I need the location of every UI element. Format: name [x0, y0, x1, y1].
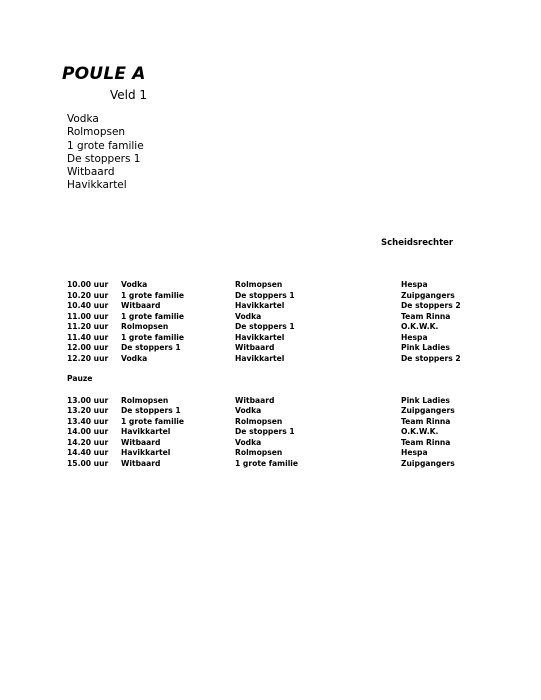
home-team: 1 grote familie [121, 311, 185, 321]
away-team: De stoppers 1 [235, 322, 295, 331]
away-team: Havikkartel [235, 353, 285, 363]
match-time: 15.00 uur [67, 458, 109, 468]
schedule-row [67, 291, 467, 302]
referee: De stoppers 2 [401, 301, 461, 310]
referee: Team Rinna [401, 437, 451, 447]
referee: O.K.W.K. [401, 322, 439, 331]
away-team: Vodka [235, 406, 262, 415]
away-team: Vodka [235, 311, 262, 321]
home-team: 1 grote familie [121, 416, 185, 426]
schedule-row [67, 280, 467, 291]
schedule-row [67, 438, 467, 449]
referee-column-header: Scheidsrechter [381, 238, 454, 248]
home-team: Witbaard [121, 458, 161, 468]
page-title: POULE A [62, 64, 146, 84]
home-team: Witbaard [121, 301, 161, 310]
match-time: 10.40 uur [67, 301, 109, 310]
schedule-row [67, 406, 467, 417]
away-team: Rolmopsen [235, 280, 283, 289]
team-item: De stoppers 1 [67, 152, 141, 165]
schedule-row [67, 427, 467, 438]
home-team: 1 grote familie [121, 290, 185, 300]
match-time: 14.00 uur [67, 427, 109, 436]
match-time: 14.20 uur [67, 437, 109, 447]
match-time: 12.20 uur [67, 353, 109, 363]
schedule-row [67, 448, 467, 459]
referee: O.K.W.K. [401, 427, 439, 436]
match-time: 11.20 uur [67, 322, 109, 331]
referee: Zuipgangers [401, 458, 455, 468]
home-team: Havikkartel [121, 448, 171, 457]
field-subtitle: Veld 1 [110, 88, 148, 102]
home-team: Rolmopsen [121, 395, 169, 405]
team-item: Witbaard [67, 166, 115, 179]
schedule-row [67, 322, 467, 333]
pause-label: Pauze [67, 374, 93, 383]
away-team: De stoppers 1 [235, 427, 295, 436]
away-team: 1 grote familie [235, 458, 299, 468]
home-team: De stoppers 1 [121, 406, 181, 415]
schedule-row [67, 333, 467, 344]
match-schedule [67, 280, 467, 469]
home-team: 1 grote familie [121, 332, 185, 342]
referee: Hespa [401, 280, 428, 289]
match-time: 12.00 uur [67, 343, 109, 352]
away-team: Rolmopsen [235, 448, 283, 457]
team-list [67, 113, 144, 193]
team-item: 1 grote familie [67, 139, 144, 152]
schedule-row [67, 354, 467, 365]
schedule-row [67, 312, 467, 323]
referee: Zuipgangers [401, 406, 455, 415]
match-time: 10.20 uur [67, 290, 109, 300]
away-team: Witbaard [235, 343, 275, 352]
match-time: 14.40 uur [67, 448, 109, 457]
team-item: Vodka [67, 113, 99, 125]
home-team: Havikkartel [121, 427, 171, 436]
home-team: De stoppers 1 [121, 343, 181, 352]
schedule-row [67, 343, 467, 354]
referee: Hespa [401, 448, 428, 457]
schedule-row [67, 459, 467, 470]
referee: Hespa [401, 332, 428, 342]
match-time: 13.40 uur [67, 416, 109, 426]
match-time: 11.00 uur [67, 311, 109, 321]
team-item: Havikkartel [67, 179, 127, 192]
schedule-row [67, 396, 467, 407]
referee: De stoppers 2 [401, 353, 461, 363]
home-team: Vodka [121, 353, 148, 363]
match-time: 10.00 uur [67, 280, 109, 289]
away-team: De stoppers 1 [235, 290, 295, 300]
away-team: Havikkartel [235, 332, 285, 342]
schedule-row [67, 417, 467, 428]
match-time: 13.00 uur [67, 395, 109, 405]
referee: Pink Ladies [401, 395, 450, 405]
schedule-row [67, 301, 467, 312]
referee: Team Rinna [401, 416, 451, 426]
referee: Pink Ladies [401, 343, 450, 352]
away-team: Vodka [235, 437, 262, 447]
team-item: Rolmopsen [67, 126, 126, 139]
match-time: 11.40 uur [67, 332, 109, 342]
home-team: Vodka [121, 280, 148, 289]
match-time: 13.20 uur [67, 406, 109, 415]
home-team: Rolmopsen [121, 322, 169, 331]
referee: Team Rinna [401, 311, 451, 321]
away-team: Havikkartel [235, 301, 285, 310]
referee: Zuipgangers [401, 290, 455, 300]
away-team: Witbaard [235, 395, 275, 405]
home-team: Witbaard [121, 437, 161, 447]
away-team: Rolmopsen [235, 416, 283, 426]
